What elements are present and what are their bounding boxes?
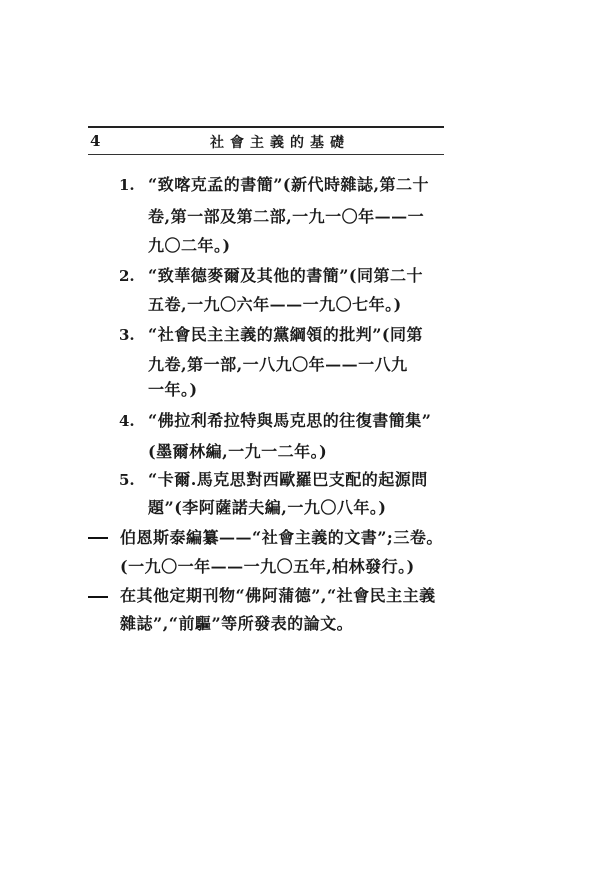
entry-number: 3.	[119, 326, 135, 344]
item-line: (一九〇一年——一九〇五年,柏林發行。)	[120, 557, 415, 576]
entry-line: 一年。)	[148, 380, 198, 399]
entry-line: (墨爾林編,一九一二年。)	[148, 442, 328, 461]
header-rule-top	[88, 126, 444, 128]
item-line: 伯恩斯泰編纂——“社會主義的文書”;三卷。	[120, 528, 443, 547]
item-line: 雜誌”,“前驅”等所發表的論文。	[120, 614, 354, 633]
running-title: 社會主義的基礎	[210, 135, 350, 151]
entry-line: 九〇二年。)	[148, 236, 231, 255]
entry-line: “致華德麥爾及其他的書簡”(同第二十	[148, 266, 423, 285]
page-number: 4	[90, 132, 101, 150]
item-line: 在其他定期刊物“佛阿蒲德”,“社會民主主義	[120, 586, 436, 605]
entry-line: 九卷,第一部,一八九〇年——一八九	[148, 355, 408, 374]
entry-number: 2.	[119, 267, 135, 285]
entry-line: “卡爾.馬克思對西歐羅巴支配的起源問	[148, 470, 428, 489]
entry-line: “社會民主主義的黨綱領的批判”(同第	[148, 325, 423, 344]
entry-line: “佛拉利希拉特與馬克思的往復書簡集”	[148, 411, 432, 430]
entry-line: “致喀克孟的書簡”(新代時雜誌,第二十	[148, 175, 430, 194]
dash-bullet	[88, 537, 108, 539]
dash-bullet	[88, 596, 108, 598]
entry-line: 題”(李阿薩諾夫編,一九〇八年。)	[148, 498, 387, 517]
header-rule-bottom	[88, 154, 444, 155]
entry-line: 卷,第一部及第二部,一九一〇年——一	[148, 207, 425, 226]
entry-number: 5.	[119, 471, 135, 489]
entry-line: 五卷,一九〇六年——一九〇七年。)	[148, 295, 402, 314]
entry-number: 4.	[119, 412, 135, 430]
entry-number: 1.	[119, 176, 135, 194]
